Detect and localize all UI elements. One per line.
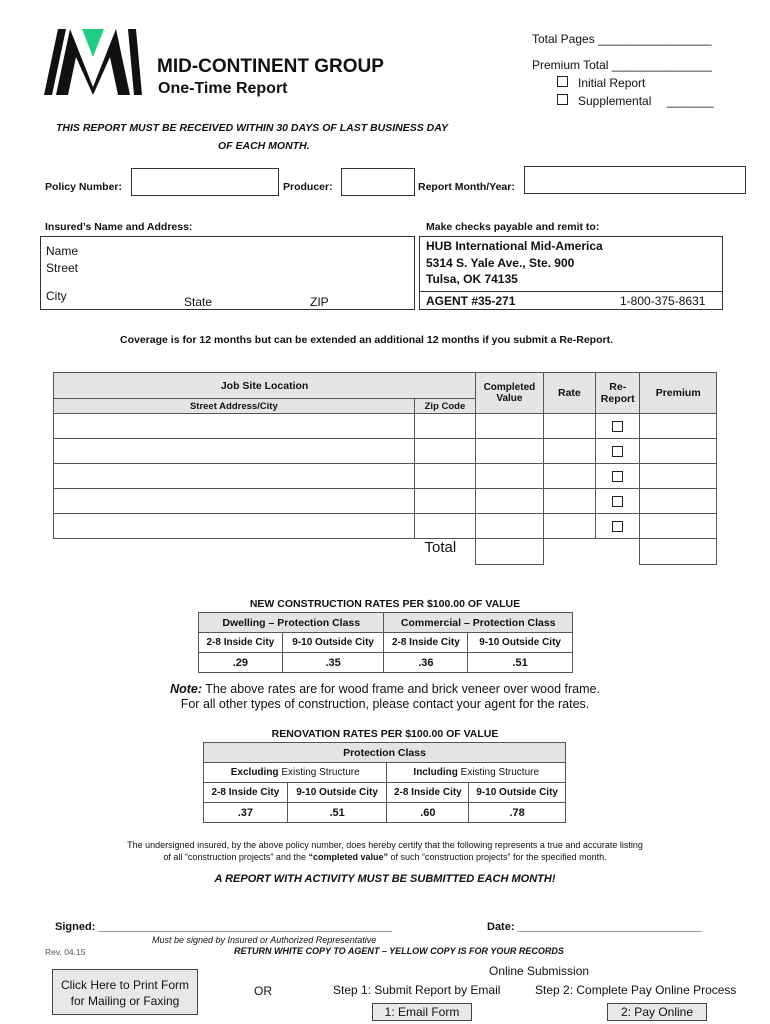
total-premium-cell[interactable] bbox=[640, 539, 717, 565]
insured-name-label: Name bbox=[46, 244, 79, 258]
total-value-cell[interactable] bbox=[476, 539, 544, 565]
new-construction-title: NEW CONSTRUCTION RATES PER $100.00 OF VALUE bbox=[249, 598, 521, 610]
remit-line-1: HUB International Mid-America bbox=[426, 239, 603, 253]
policy-number-label: Policy Number: bbox=[45, 181, 123, 193]
street-cell[interactable] bbox=[54, 439, 415, 464]
job-site-table bbox=[53, 372, 717, 565]
premium-cell[interactable] bbox=[640, 439, 717, 464]
ren-col-1: 2-8 Inside City bbox=[204, 783, 288, 803]
ren-col-3: 2-8 Inside City bbox=[387, 783, 469, 803]
step-1-label: Step 1: Submit Report by Email bbox=[333, 983, 501, 997]
insured-street-label: Street bbox=[46, 261, 79, 275]
zip-cell[interactable] bbox=[414, 514, 475, 539]
nc-rate-4: .51 bbox=[468, 653, 573, 673]
value-cell[interactable] bbox=[476, 439, 544, 464]
company-logo bbox=[44, 27, 142, 97]
ren-rate-2: .51 bbox=[287, 803, 387, 823]
rereport-checkbox[interactable] bbox=[612, 421, 623, 432]
value-cell[interactable] bbox=[476, 489, 544, 514]
must-sign-note: Must be signed by Insured or Authorized Representative bbox=[152, 935, 377, 945]
value-cell[interactable] bbox=[476, 464, 544, 489]
report-title: One-Time Report bbox=[158, 80, 288, 97]
ren-col-2: 9-10 Outside City bbox=[287, 783, 387, 803]
table-row bbox=[54, 464, 717, 489]
table-row bbox=[54, 514, 717, 539]
rate-cell[interactable] bbox=[543, 489, 595, 514]
premium-header: Premium bbox=[640, 373, 717, 414]
ren-rate-3: .60 bbox=[387, 803, 469, 823]
nc-col-2: 9-10 Outside City bbox=[282, 633, 384, 653]
agent-number: AGENT #35-271 bbox=[426, 294, 516, 308]
print-form-button[interactable]: Click Here to Print Form for Mailing or Faxing bbox=[52, 969, 198, 1015]
ren-col-4: 9-10 Outside City bbox=[469, 783, 566, 803]
policy-number-input[interactable] bbox=[131, 168, 279, 196]
completed-value-header: Completed Value bbox=[476, 373, 544, 414]
online-submission-label: Online Submission bbox=[489, 964, 590, 978]
activity-notice: A REPORT WITH ACTIVITY MUST BE SUBMITTED EACH MONTH! bbox=[214, 873, 556, 885]
table-row bbox=[54, 439, 717, 464]
table-row bbox=[54, 414, 717, 439]
nc-rate-1: .29 bbox=[199, 653, 283, 673]
ren-rate-4: .78 bbox=[469, 803, 566, 823]
supplemental-label: Supplemental bbox=[578, 94, 652, 108]
zip-cell[interactable] bbox=[414, 439, 475, 464]
rate-header: Rate bbox=[543, 373, 595, 414]
rereport-checkbox[interactable] bbox=[612, 471, 623, 482]
supplemental-line[interactable]: _______ bbox=[667, 94, 714, 108]
remit-line-2: 5314 S. Yale Ave., Ste. 900 bbox=[426, 256, 575, 270]
initial-report-label: Initial Report bbox=[578, 76, 646, 90]
supplemental-checkbox[interactable] bbox=[557, 94, 568, 105]
nc-rate-2: .35 bbox=[282, 653, 384, 673]
revision-label: Rev. 04.15 bbox=[45, 947, 86, 957]
ren-rate-1: .37 bbox=[204, 803, 288, 823]
step-2-label: Step 2: Complete Pay Online Process bbox=[535, 983, 737, 997]
company-name: MID-CONTINENT GROUP bbox=[157, 56, 384, 77]
note-line-2: For all other types of construction, please contact your agent for the rates. bbox=[180, 697, 590, 711]
value-cell[interactable] bbox=[476, 514, 544, 539]
notice-line-1: THIS REPORT MUST BE RECEIVED WITHIN 30 DAYS OF LAST BUSINESS DAY bbox=[56, 122, 449, 134]
value-cell[interactable] bbox=[476, 414, 544, 439]
dwelling-header: Dwelling – Protection Class bbox=[199, 613, 384, 633]
initial-report-checkbox[interactable] bbox=[557, 76, 568, 87]
producer-input[interactable] bbox=[341, 168, 415, 196]
rereport-checkbox[interactable] bbox=[612, 521, 623, 532]
zip-cell[interactable] bbox=[414, 464, 475, 489]
rereport-checkbox[interactable] bbox=[612, 446, 623, 457]
coverage-note: Coverage is for 12 months but can be extended an additional 12 months if you submit a Re-Report. bbox=[120, 334, 613, 346]
report-month-label: Report Month/Year: bbox=[418, 181, 515, 193]
date-field[interactable]: Date: ______________________________ bbox=[487, 921, 702, 933]
table-row bbox=[54, 489, 717, 514]
rate-cell[interactable] bbox=[543, 439, 595, 464]
rate-cell[interactable] bbox=[543, 464, 595, 489]
premium-total-field[interactable]: Premium Total _______________ bbox=[532, 58, 712, 72]
remit-box bbox=[419, 236, 723, 310]
insured-state-label: State bbox=[184, 295, 213, 309]
report-month-input[interactable] bbox=[524, 166, 746, 194]
email-form-button[interactable]: 1: Email Form bbox=[372, 1003, 472, 1021]
pay-online-button[interactable]: 2: Pay Online bbox=[607, 1003, 707, 1021]
notice-line-2: OF EACH MONTH. bbox=[218, 140, 310, 152]
rereport-header: Re- Report bbox=[596, 373, 640, 414]
new-construction-table bbox=[198, 612, 573, 673]
street-address-header: Street Address/City bbox=[54, 399, 415, 414]
agent-phone: 1-800-375-8631 bbox=[620, 294, 706, 308]
zip-code-header: Zip Code bbox=[414, 399, 475, 414]
premium-cell[interactable] bbox=[640, 414, 717, 439]
renovation-table bbox=[203, 742, 566, 823]
including-header: Including Existing Structure bbox=[387, 763, 566, 783]
street-cell[interactable] bbox=[54, 514, 415, 539]
street-cell[interactable] bbox=[54, 489, 415, 514]
premium-cell[interactable] bbox=[640, 489, 717, 514]
commercial-header: Commercial – Protection Class bbox=[384, 613, 573, 633]
note-line-1: Note: The above rates are for wood frame and brick veneer over wood frame. bbox=[170, 682, 600, 696]
job-location-header: Job Site Location bbox=[54, 373, 476, 399]
remit-line-3: Tulsa, OK 74135 bbox=[426, 272, 518, 286]
insured-city-label: City bbox=[46, 289, 67, 303]
certify-line-2: of all “construction projects” and the “completed value” of such “construction projects” for the specified month. bbox=[163, 852, 607, 862]
signed-field[interactable]: Signed: ________________________________________________ bbox=[55, 921, 393, 933]
street-cell[interactable] bbox=[54, 414, 415, 439]
street-cell[interactable] bbox=[54, 464, 415, 489]
insured-zip-label: ZIP bbox=[310, 295, 329, 309]
nc-rate-3: .36 bbox=[384, 653, 468, 673]
return-copy-note: RETURN WHITE COPY TO AGENT – YELLOW COPY IS FOR YOUR RECORDS bbox=[234, 946, 564, 956]
total-label: Total bbox=[424, 539, 457, 556]
renovation-title: RENOVATION RATES PER $100.00 OF VALUE bbox=[271, 728, 499, 740]
insured-address-box[interactable] bbox=[40, 236, 415, 310]
rereport-checkbox[interactable] bbox=[612, 496, 623, 507]
or-label: OR bbox=[254, 984, 272, 998]
total-pages-field[interactable]: Total Pages _________________ bbox=[532, 32, 712, 46]
rate-cell[interactable] bbox=[543, 514, 595, 539]
nc-col-1: 2-8 Inside City bbox=[199, 633, 283, 653]
rate-cell[interactable] bbox=[543, 414, 595, 439]
zip-cell[interactable] bbox=[414, 414, 475, 439]
remit-heading: Make checks payable and remit to: bbox=[426, 221, 600, 233]
nc-col-3: 2-8 Inside City bbox=[384, 633, 468, 653]
insured-heading: Insured’s Name and Address: bbox=[45, 221, 193, 233]
excluding-header: Excluding Existing Structure bbox=[204, 763, 387, 783]
zip-cell[interactable] bbox=[414, 489, 475, 514]
producer-label: Producer: bbox=[283, 181, 333, 193]
certify-line-1: The undersigned insured, by the above policy number, does hereby certify that the following represents a true and accurate listing bbox=[127, 840, 643, 850]
premium-cell[interactable] bbox=[640, 514, 717, 539]
nc-col-4: 9-10 Outside City bbox=[468, 633, 573, 653]
premium-cell[interactable] bbox=[640, 464, 717, 489]
protection-class-header: Protection Class bbox=[204, 743, 566, 763]
